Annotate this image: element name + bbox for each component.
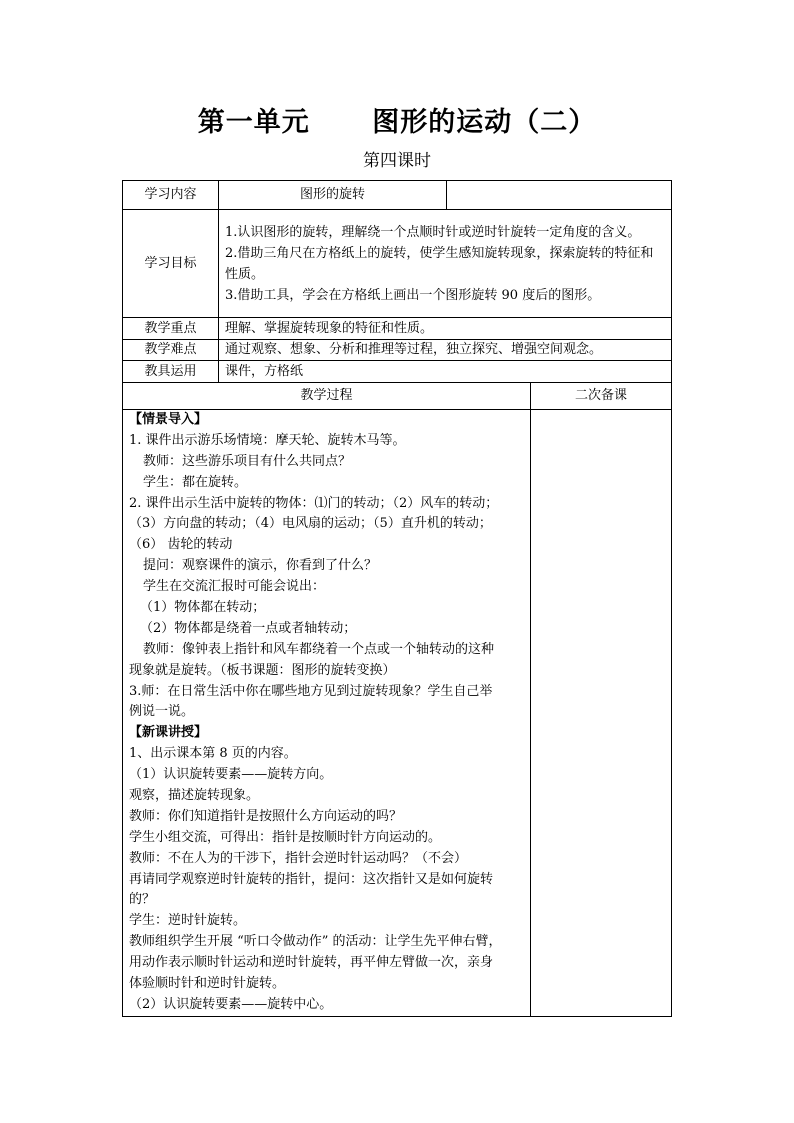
notes-header: 二次备课 [531, 383, 672, 410]
process-line: 学生：逆时针旋转。 [129, 913, 247, 929]
process-line: 观察，描述旋转现象。 [129, 788, 260, 804]
process-line: 教师：你们知道指针是按照什么方向运动的吗？ [129, 808, 403, 824]
process-header-row [123, 383, 672, 410]
process-line: 1. 课件出示游乐场情境：摩天轮、旋转木马等。 [129, 432, 406, 448]
process-line: 再请同学观察逆时针旋转的指针，提问：这次指针又是如何旋转 [129, 871, 494, 887]
process-line: （6） 齿轮的转动 [129, 537, 233, 553]
lesson-plan-table [122, 180, 672, 1017]
process-line: 教师：不在人为的干涉下，指针会逆时针运动吗？（不会） [129, 850, 468, 866]
key-point-value: 理解、掌握旋转现象的特征和性质。 [219, 318, 672, 340]
tools-row [123, 361, 672, 383]
process-line: （2）物体都是绕着一点或者轴转动； [140, 620, 357, 636]
content-value: 图形的旋转 [219, 181, 447, 210]
content-row [123, 181, 672, 210]
difficulty-value: 通过观察、想象、分析和推理等过程，独立探究、增强空间观念。 [219, 340, 672, 361]
goal-item: 1.认识图形的旋转，理解绕一个点顺时针或逆时针旋转一定角度的含义。 [225, 224, 641, 240]
process-line: （1）认识旋转要素——旋转方向。 [129, 767, 333, 783]
process-line: 用动作表示顺时针运动和逆时针旋转，再平伸左臂做一次，亲身 [129, 955, 494, 971]
content-empty-cell [447, 181, 672, 210]
tools-value: 课件，方格纸 [219, 361, 672, 383]
process-line: 教师：像钟表上指针和风车都绕着一个点或一个轴转动的这种 [143, 641, 495, 657]
difficulty-row [123, 340, 672, 361]
process-line: 学生在交流汇报时可能会说出： [143, 579, 326, 595]
process-line: 2. 课件出示生活中旋转的物体：⑴门的转动；（2）风车的转动； [129, 495, 499, 511]
goals-cell [219, 210, 672, 318]
process-line: 教师：这些游乐项目有什么共同点？ [143, 453, 352, 469]
process-line: 体验顺时针和逆时针旋转。 [129, 976, 286, 992]
unit-title: 第一单元 图形的运动（二） [197, 107, 597, 138]
process-line: 3.师：在日常生活中你在哪些地方见到过旋转现象？学生自己举 [129, 683, 493, 699]
process-line: （1）物体都在转动； [140, 600, 266, 616]
process-line: 提问：观察课件的演示，你看到了什么？ [143, 558, 378, 574]
process-line: 学生：都在旋转。 [143, 474, 248, 490]
process-line: 例说一说。 [129, 704, 195, 720]
goals-row [123, 210, 672, 318]
lesson-number: 第四课时 [363, 151, 431, 171]
process-row [123, 410, 672, 1017]
difficulty-label: 教学难点 [123, 340, 219, 361]
key-point-label: 教学重点 [123, 318, 219, 340]
goal-item: 3.借助工具，学会在方格纸上画出一个图形旋转 90 度后的图形。 [225, 287, 601, 303]
section-heading-intro: 【情景导入】 [129, 412, 208, 427]
content-label: 学习内容 [123, 181, 219, 210]
tools-label: 教具运用 [123, 361, 219, 383]
goals-label: 学习目标 [123, 210, 219, 318]
section-heading-new-lesson: 【新课讲授】 [129, 725, 208, 741]
process-line: （2）认识旋转要素——旋转中心。 [129, 996, 333, 1012]
process-line: （3）方向盘的转动；（4）电风扇的运动；（5）直升机的转动； [129, 516, 492, 532]
process-line: 教师组织学生开展 “听口令做动作” 的活动：让学生先平伸右臂， [129, 934, 502, 950]
process-line: 的？ [129, 892, 156, 908]
goal-item: 2.借助三角尺在方格纸上的旋转，使学生感知旋转现象，探索旋转的特征和性质。 [225, 245, 654, 282]
notes-cell [531, 410, 672, 1017]
process-line: 1、出示课本第 8 页的内容。 [129, 746, 297, 762]
process-header: 教学过程 [123, 383, 531, 410]
key-point-row [123, 318, 672, 340]
process-cell [123, 410, 531, 1017]
process-line: 现象就是旋转。（板书课题：图形的旋转变换） [129, 662, 396, 678]
process-line: 学生小组交流，可得出：指针是按顺时针方向运动的。 [129, 829, 442, 845]
